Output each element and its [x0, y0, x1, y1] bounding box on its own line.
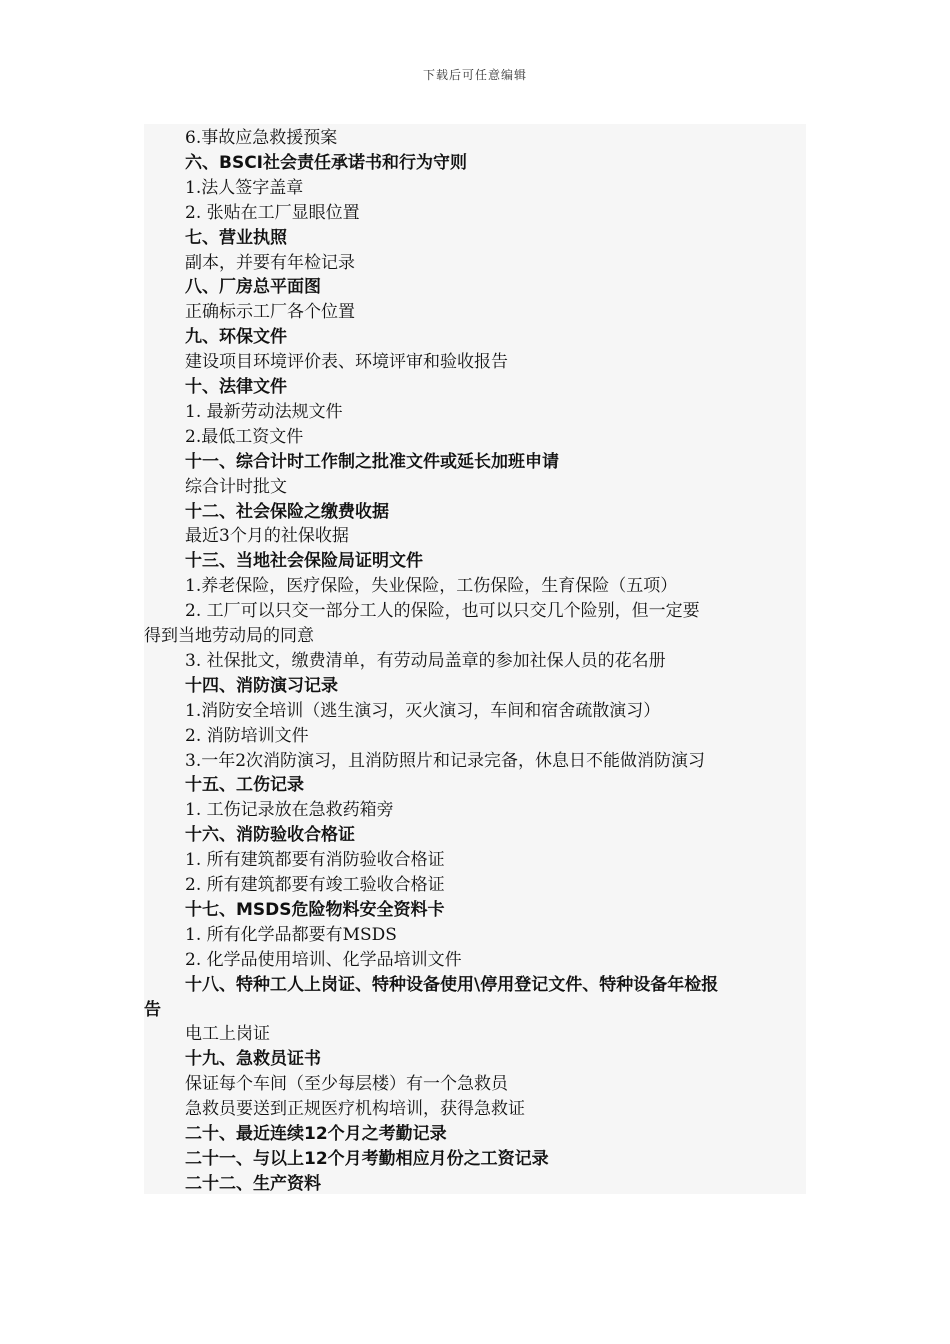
section-heading: 十、法律文件 — [185, 377, 287, 397]
section-heading: 二十二、生产资料 — [185, 1173, 321, 1194]
section-heading: 十七、MSDS危险物料安全资料卡 — [185, 899, 445, 920]
text-line: 正确标示工厂各个位置 — [185, 302, 355, 323]
text-line: 1.养老保险，医疗保险，失业保险，工伤保险，生育保险（五项） — [185, 576, 678, 597]
section-heading: 九、环保文件 — [185, 327, 287, 348]
text-line-continued: 得到当地劳动局的同意 — [144, 626, 314, 646]
section-heading: 十八、特种工人上岗证、特种设备使用\停用登记文件、特种设备年检报 — [185, 974, 719, 995]
text-line: 保证每个车间（至少每层楼）有一个急救员 — [185, 1074, 508, 1095]
section-heading: 二十一、与以上12个月考勤相应月份之工资记录 — [185, 1148, 549, 1169]
text-line: 3. 社保批文，缴费清单，有劳动局盖章的参加社保人员的花名册 — [185, 650, 666, 671]
section-heading: 六、BSCI社会责任承诺书和行为守则 — [185, 152, 468, 173]
text-line: 建设项目环境评价表、环境评审和验收报告 — [185, 352, 508, 373]
text-line: 1. 所有建筑都要有消防验收合格证 — [185, 850, 445, 871]
section-heading: 十一、综合计时工作制之批准文件或延长加班申请 — [185, 451, 559, 472]
section-heading: 十四、消防演习记录 — [185, 675, 338, 696]
page-header: 下载后可任意编辑 — [422, 68, 527, 82]
text-line: 1.法人签字盖章 — [185, 177, 304, 198]
text-line: 2. 张贴在工厂显眼位置 — [185, 202, 360, 223]
text-line: 最近3个月的社保收据 — [185, 526, 349, 547]
section-heading: 十五、工伤记录 — [185, 775, 304, 796]
text-line: 急救员要送到正规医疗机构培训，获得急救证 — [185, 1099, 525, 1120]
text-line: 2. 消防培训文件 — [185, 725, 309, 746]
text-line: 1. 最新劳动法规文件 — [185, 401, 343, 422]
section-heading: 八、厂房总平面图 — [185, 277, 321, 298]
section-heading: 十六、消防验收合格证 — [185, 825, 355, 846]
section-heading-continued: 告 — [144, 999, 161, 1020]
text-line: 副本，并要有年检记录 — [185, 252, 355, 273]
document-body — [144, 124, 806, 1194]
text-line: 2.最低工资文件 — [185, 426, 304, 447]
text-line: 2. 所有建筑都要有竣工验收合格证 — [185, 875, 445, 895]
text-line: 2. 工厂可以只交一部分工人的保险，也可以只交几个险别，但一定要 — [185, 601, 700, 622]
text-line: 6.事故应急救援预案 — [185, 128, 338, 148]
text-line: 1. 所有化学品都要有MSDS — [185, 924, 397, 945]
text-line: 电工上岗证 — [185, 1024, 270, 1045]
section-heading: 十二、社会保险之缴费收据 — [185, 501, 389, 522]
text-line: 1. 工伤记录放在急救药箱旁 — [185, 800, 394, 821]
text-line: 1.消防安全培训（逃生演习，灭火演习，车间和宿舍疏散演习） — [185, 700, 661, 721]
section-heading: 十三、当地社会保险局证明文件 — [185, 551, 423, 572]
text-line: 2. 化学品使用培训、化学品培训文件 — [185, 949, 462, 970]
text-line: 综合计时批文 — [185, 476, 287, 497]
section-heading: 七、营业执照 — [185, 227, 287, 248]
section-heading: 十九、急救员证书 — [185, 1049, 321, 1070]
text-line: 3.一年2次消防演习，且消防照片和记录完备，休息日不能做消防演习 — [185, 750, 706, 771]
section-heading: 二十、最近连续12个月之考勤记录 — [185, 1124, 447, 1144]
